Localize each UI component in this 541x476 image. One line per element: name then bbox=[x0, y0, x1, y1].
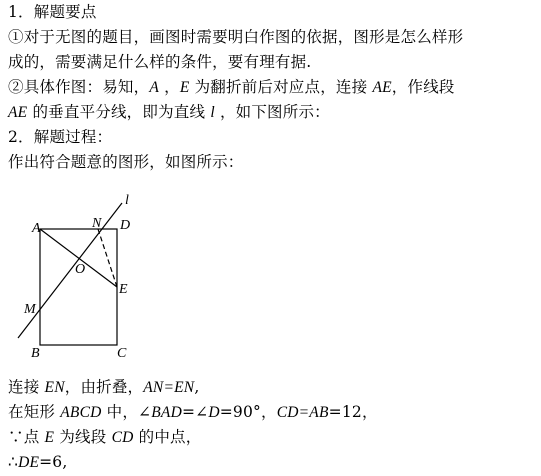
point-a: A bbox=[149, 79, 159, 96]
text: 为翻折前后对应点，连接 bbox=[189, 78, 373, 96]
rect-name: ABCD bbox=[60, 404, 102, 421]
text: ，由折叠， bbox=[64, 378, 144, 396]
solution-line3 bbox=[8, 427, 201, 448]
text: 的中点， bbox=[133, 428, 202, 446]
line-l: l bbox=[210, 104, 215, 121]
segment-ae-line bbox=[40, 229, 117, 287]
label-b: B bbox=[31, 346, 40, 361]
text: 在矩形 bbox=[8, 403, 61, 421]
label-n: N bbox=[92, 216, 102, 231]
label-d: D bbox=[120, 218, 131, 233]
text: =∠ bbox=[181, 403, 209, 421]
angle-d: D bbox=[208, 404, 220, 421]
label-c: C bbox=[117, 346, 127, 361]
solution-line1 bbox=[8, 377, 199, 398]
equation-an-en: AN=EN bbox=[143, 379, 195, 396]
text: ∴ bbox=[8, 453, 19, 471]
text: =12， bbox=[328, 403, 378, 421]
section1-title: 1．解题要点 bbox=[8, 3, 97, 21]
segment-ae: AE bbox=[8, 104, 28, 121]
text: ②具体作图：易知， bbox=[8, 78, 150, 96]
segment-en: EN bbox=[44, 379, 65, 396]
point1-line1: ①对于无图的题目，画图时需要明白作图的依据，图形是怎么样形 bbox=[8, 28, 464, 46]
text: ，如下图所示： bbox=[214, 103, 330, 121]
equation-cd-ab: CD=AB bbox=[276, 404, 329, 421]
label-e: E bbox=[119, 282, 128, 297]
text: =90°， bbox=[219, 403, 277, 421]
segment-de: DE bbox=[18, 454, 40, 471]
label-m: M bbox=[24, 302, 36, 317]
point-e: E bbox=[179, 79, 190, 96]
text: , bbox=[194, 378, 200, 396]
text: ∵点 bbox=[8, 428, 45, 446]
solution-line4 bbox=[8, 452, 68, 473]
text: ，作线段 bbox=[391, 78, 455, 96]
text: 中，∠ bbox=[101, 403, 152, 421]
point-e: E bbox=[44, 429, 55, 446]
text: ， bbox=[158, 78, 180, 96]
segment-cd: CD bbox=[111, 429, 134, 446]
segment-ae: AE bbox=[372, 79, 392, 96]
rectangle-abcd bbox=[40, 229, 117, 345]
angle-bad: BAD bbox=[151, 404, 182, 421]
label-l: l bbox=[125, 193, 129, 208]
section2-intro: 作出符合题意的图形，如图所示： bbox=[8, 153, 244, 171]
solution-line2 bbox=[8, 402, 378, 423]
text: 为线段 bbox=[54, 428, 112, 446]
label-a: A bbox=[32, 221, 41, 236]
point1-line2: 成的，需要满足什么样的条件，要有理有据. bbox=[8, 53, 312, 71]
text: =6, bbox=[39, 453, 68, 471]
text: 的垂直平分线，即为直线 bbox=[27, 103, 211, 121]
section2-title: 2．解题过程： bbox=[8, 128, 113, 146]
segment-ne-dashed bbox=[98, 229, 117, 287]
label-o: O bbox=[75, 262, 86, 277]
text: 连接 bbox=[8, 378, 45, 396]
